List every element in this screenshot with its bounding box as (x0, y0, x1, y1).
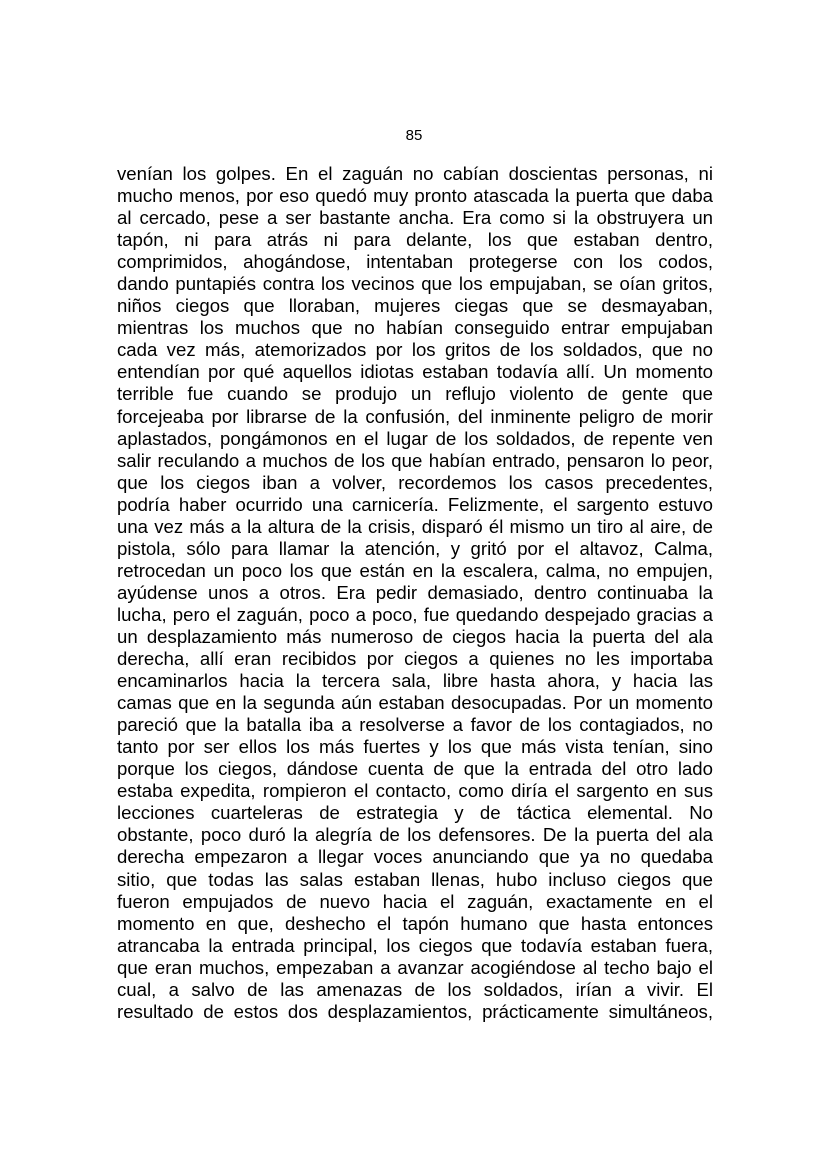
text-line: comprimidos, ahogándose, intentaban protegerse con los codos, (117, 251, 713, 273)
body-paragraph (117, 163, 713, 1023)
text-line: dando puntapiés contra los vecinos que los empujaban, se oían gritos, (117, 273, 713, 295)
text-line: cual, a salvo de las amenazas de los soldados, irían a vivir. El (117, 978, 713, 1000)
text-line: tanto por ser ellos los más fuertes y los que más vista tenían, sino (117, 736, 713, 758)
text-line: pareció que la batalla iba a resolverse a favor de los contagiados, no (117, 714, 713, 736)
text-line: niños ciegos que lloraban, mujeres ciegas que se desmayaban, (117, 295, 713, 317)
text-line: salir reculando a muchos de los que habían entrado, pensaron lo peor, (117, 449, 713, 471)
text-line: aplastados, pongámonos en el lugar de los soldados, de repente ven (117, 427, 713, 449)
text-line: obstante, poco duró la alegría de los defensores. De la puerta del ala (117, 824, 713, 846)
text-line: venían los golpes. En el zaguán no cabían doscientas personas, ni (117, 163, 713, 184)
text-line: terrible fue cuando se produjo un reflujo violento de gente que (117, 383, 713, 405)
text-line: retrocedan un poco los que están en la escalera, calma, no empujen, (117, 559, 713, 581)
text-line: ayúdense unos a otros. Era pedir demasiado, dentro continuaba la (117, 581, 713, 603)
text-line: resultado de estos dos desplazamientos, prácticamente simultáneos, (117, 1000, 713, 1022)
text-line: al cercado, pese a ser bastante ancha. Era como si la obstruyera un (117, 207, 713, 229)
text-line: momento en que, deshecho el tapón humano que hasta entonces (117, 912, 713, 934)
text-line: camas que en la segunda aún estaban desocupadas. Por un momento (117, 692, 713, 714)
text-line: mucho menos, por eso quedó muy pronto atascada la puerta que daba (117, 185, 713, 207)
text-line: encaminarlos hacia la tercera sala, libre hasta ahora, y hacia las (117, 670, 713, 692)
text-line: estaba expedita, rompieron el contacto, como diría el sargento en sus (117, 780, 713, 802)
text-line: mientras los muchos que no habían conseguido entrar empujaban (117, 317, 713, 339)
text-line: un desplazamiento más numeroso de ciegos hacia la puerta del ala (117, 625, 713, 647)
text-line: derecha empezaron a llegar voces anunciando que ya no quedaba (117, 846, 713, 868)
text-line: atrancaba la entrada principal, los ciegos que todavía estaban fuera, (117, 934, 713, 956)
text-line: derecha, allí eran recibidos por ciegos a quienes no les importaba (117, 648, 713, 670)
text-line: fueron empujados de nuevo hacia el zaguán, exactamente en el (117, 890, 713, 912)
text-line: forcejeaba por librarse de la confusión, del inminente peligro de morir (117, 405, 713, 427)
text-line: porque los ciegos, dándose cuenta de que la entrada del otro lado (117, 758, 713, 780)
text-line: entendían por qué aquellos idiotas estaban todavía allí. Un momento (117, 361, 713, 383)
text-line: una vez más a la altura de la crisis, disparó él mismo un tiro al aire, de (117, 515, 713, 537)
text-line: lecciones cuarteleras de estrategia y de táctica elemental. No (117, 802, 713, 824)
text-line: sitio, que todas las salas estaban llenas, hubo incluso ciegos que (117, 868, 713, 890)
text-line: lucha, pero el zaguán, poco a poco, fue quedando despejado gracias a (117, 603, 713, 625)
text-line: que eran muchos, empezaban a avanzar acogiéndose al techo bajo el (117, 956, 713, 978)
text-line: podría haber ocurrido una carnicería. Felizmente, el sargento estuvo (117, 493, 713, 515)
text-line: pistola, sólo para llamar la atención, y gritó por el altavoz, Calma, (117, 537, 713, 559)
text-line: que los ciegos iban a volver, recordemos los casos precedentes, (117, 471, 713, 493)
text-line: tapón, ni para atrás ni para delante, los que estaban dentro, (117, 229, 713, 251)
page-number: 85 (405, 127, 423, 144)
text-line: cada vez más, atemorizados por los gritos de los soldados, que no (117, 339, 713, 361)
